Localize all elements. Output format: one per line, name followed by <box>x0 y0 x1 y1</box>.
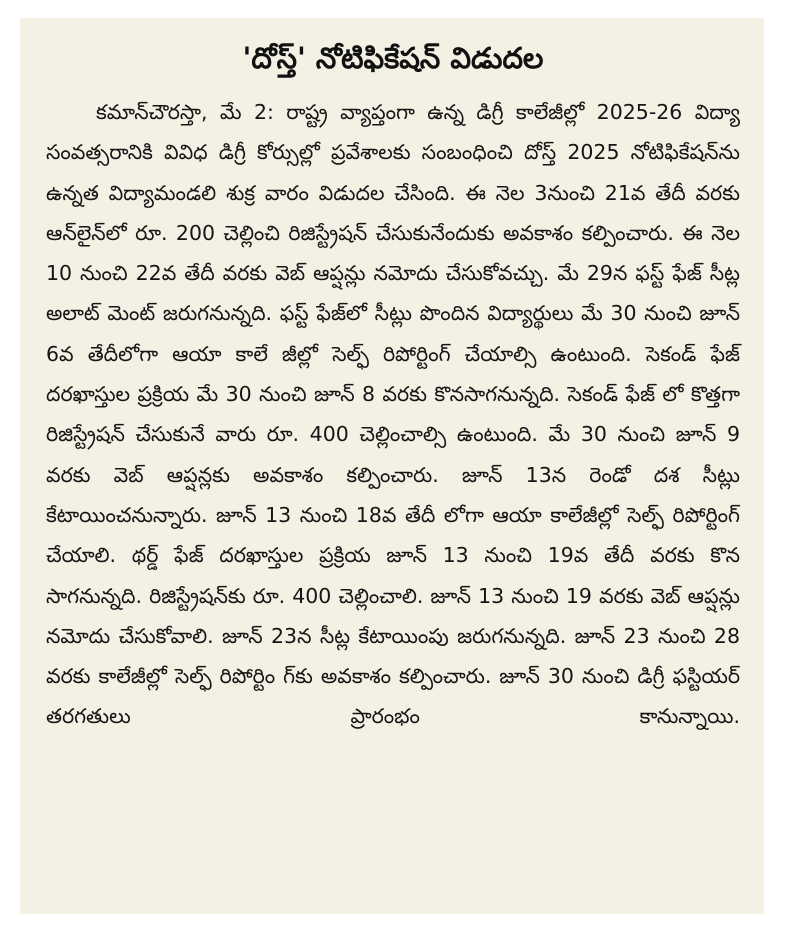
article-body: కమాన్‌చౌరస్తా, మే 2: రాష్ట్ర వ్యాప్తంగా ఉన్న డిగ్రీ కాలేజీల్లో 2025-26 విద్యా సంవత్సరానికి వివిధ డిగ్రీ కోర్సుల్లో ప్రవేశాలకు సంబంధించి దోస్త్ 2025 నోటిఫికేషన్‌ను ఉన్నత విద్యామండలి శుక్ర వారం విడుదల చేసింది. ఈ నెల 3నుంచి 21వ తేదీ వరకు ఆన్‌లైన్‌లో రూ. 200 చెల్లించి రిజిస్ట్రేషన్ చేసుకునేందుకు అవకాశం కల్పించారు. ఈ నెల 10 నుంచి 22వ తేదీ వరకు వెబ్ ఆప్షన్లు నమోదు చేసుకోవచ్చు. మే 29న ఫస్ట్ ఫేజ్ సీట్ల అలాట్ మెంట్ జరుగనున్నది. ఫస్ట్ ఫేజ్‌లో సీట్లు పొందిన విద్యార్థులు మే 30 నుంచి జూన్ 6వ తేదీలోగా ఆయా కాలే జీల్లో సెల్ఫ్ రిపోర్టింగ్ చేయాల్సి ఉంటుంది. సెకండ్ ఫేజ్ దరఖాస్తుల ప్రక్రియ మే 30 నుంచి జూన్ 8 వరకు కొనసాగనున్నది. సెకండ్ ఫేజ్ లో కొత్తగా రిజిస్ట్రేషన్ చేసుకునే వారు రూ. 400 చెల్లించాల్సి ఉంటుంది. మే 30 నుంచి జూన్ 9 వరకు వెబ్ ఆప్షన్లకు అవకాశం కల్పించారు. జూన్ 13న రెండో దశ సీట్లు కేటాయించనున్నారు. జూన్ 13 నుంచి 18వ తేదీ లోగా ఆయా కాలేజీల్లో సెల్ఫ్ రిపోర్టింగ్ చేయాలి. థర్డ్ ఫేజ్ దరఖాస్తుల ప్రక్రియ జూన్ 13 నుంచి 19వ తేదీ వరకు కొన సాగనున్నది. రిజిస్ట్రేషన్‌కు రూ. 400 చెల్లించాలి. జూన్ 13 నుంచి 19 వరకు వెబ్ ఆప్షన్లు నమోదు చేసుకోవాలి. జూన్ 23న సీట్ల కేటాయింపు జరుగనున్నది. జూన్ 23 నుంచి 28 వరకు కాలేజీల్లో సెల్ఫ్ రిపోర్టిం గ్‌కు అవకాశం కల్పించారు. జూన్ 30 నుంచి డిగ్రీ ఫస్టియర్ తరగతులు ప్రారంభం కానున్నాయి. <box>46 100 740 729</box>
article-headline: 'దోస్త్' నోటిఫికేషన్ విడుదల <box>242 41 544 75</box>
newspaper-clipping <box>20 18 764 914</box>
